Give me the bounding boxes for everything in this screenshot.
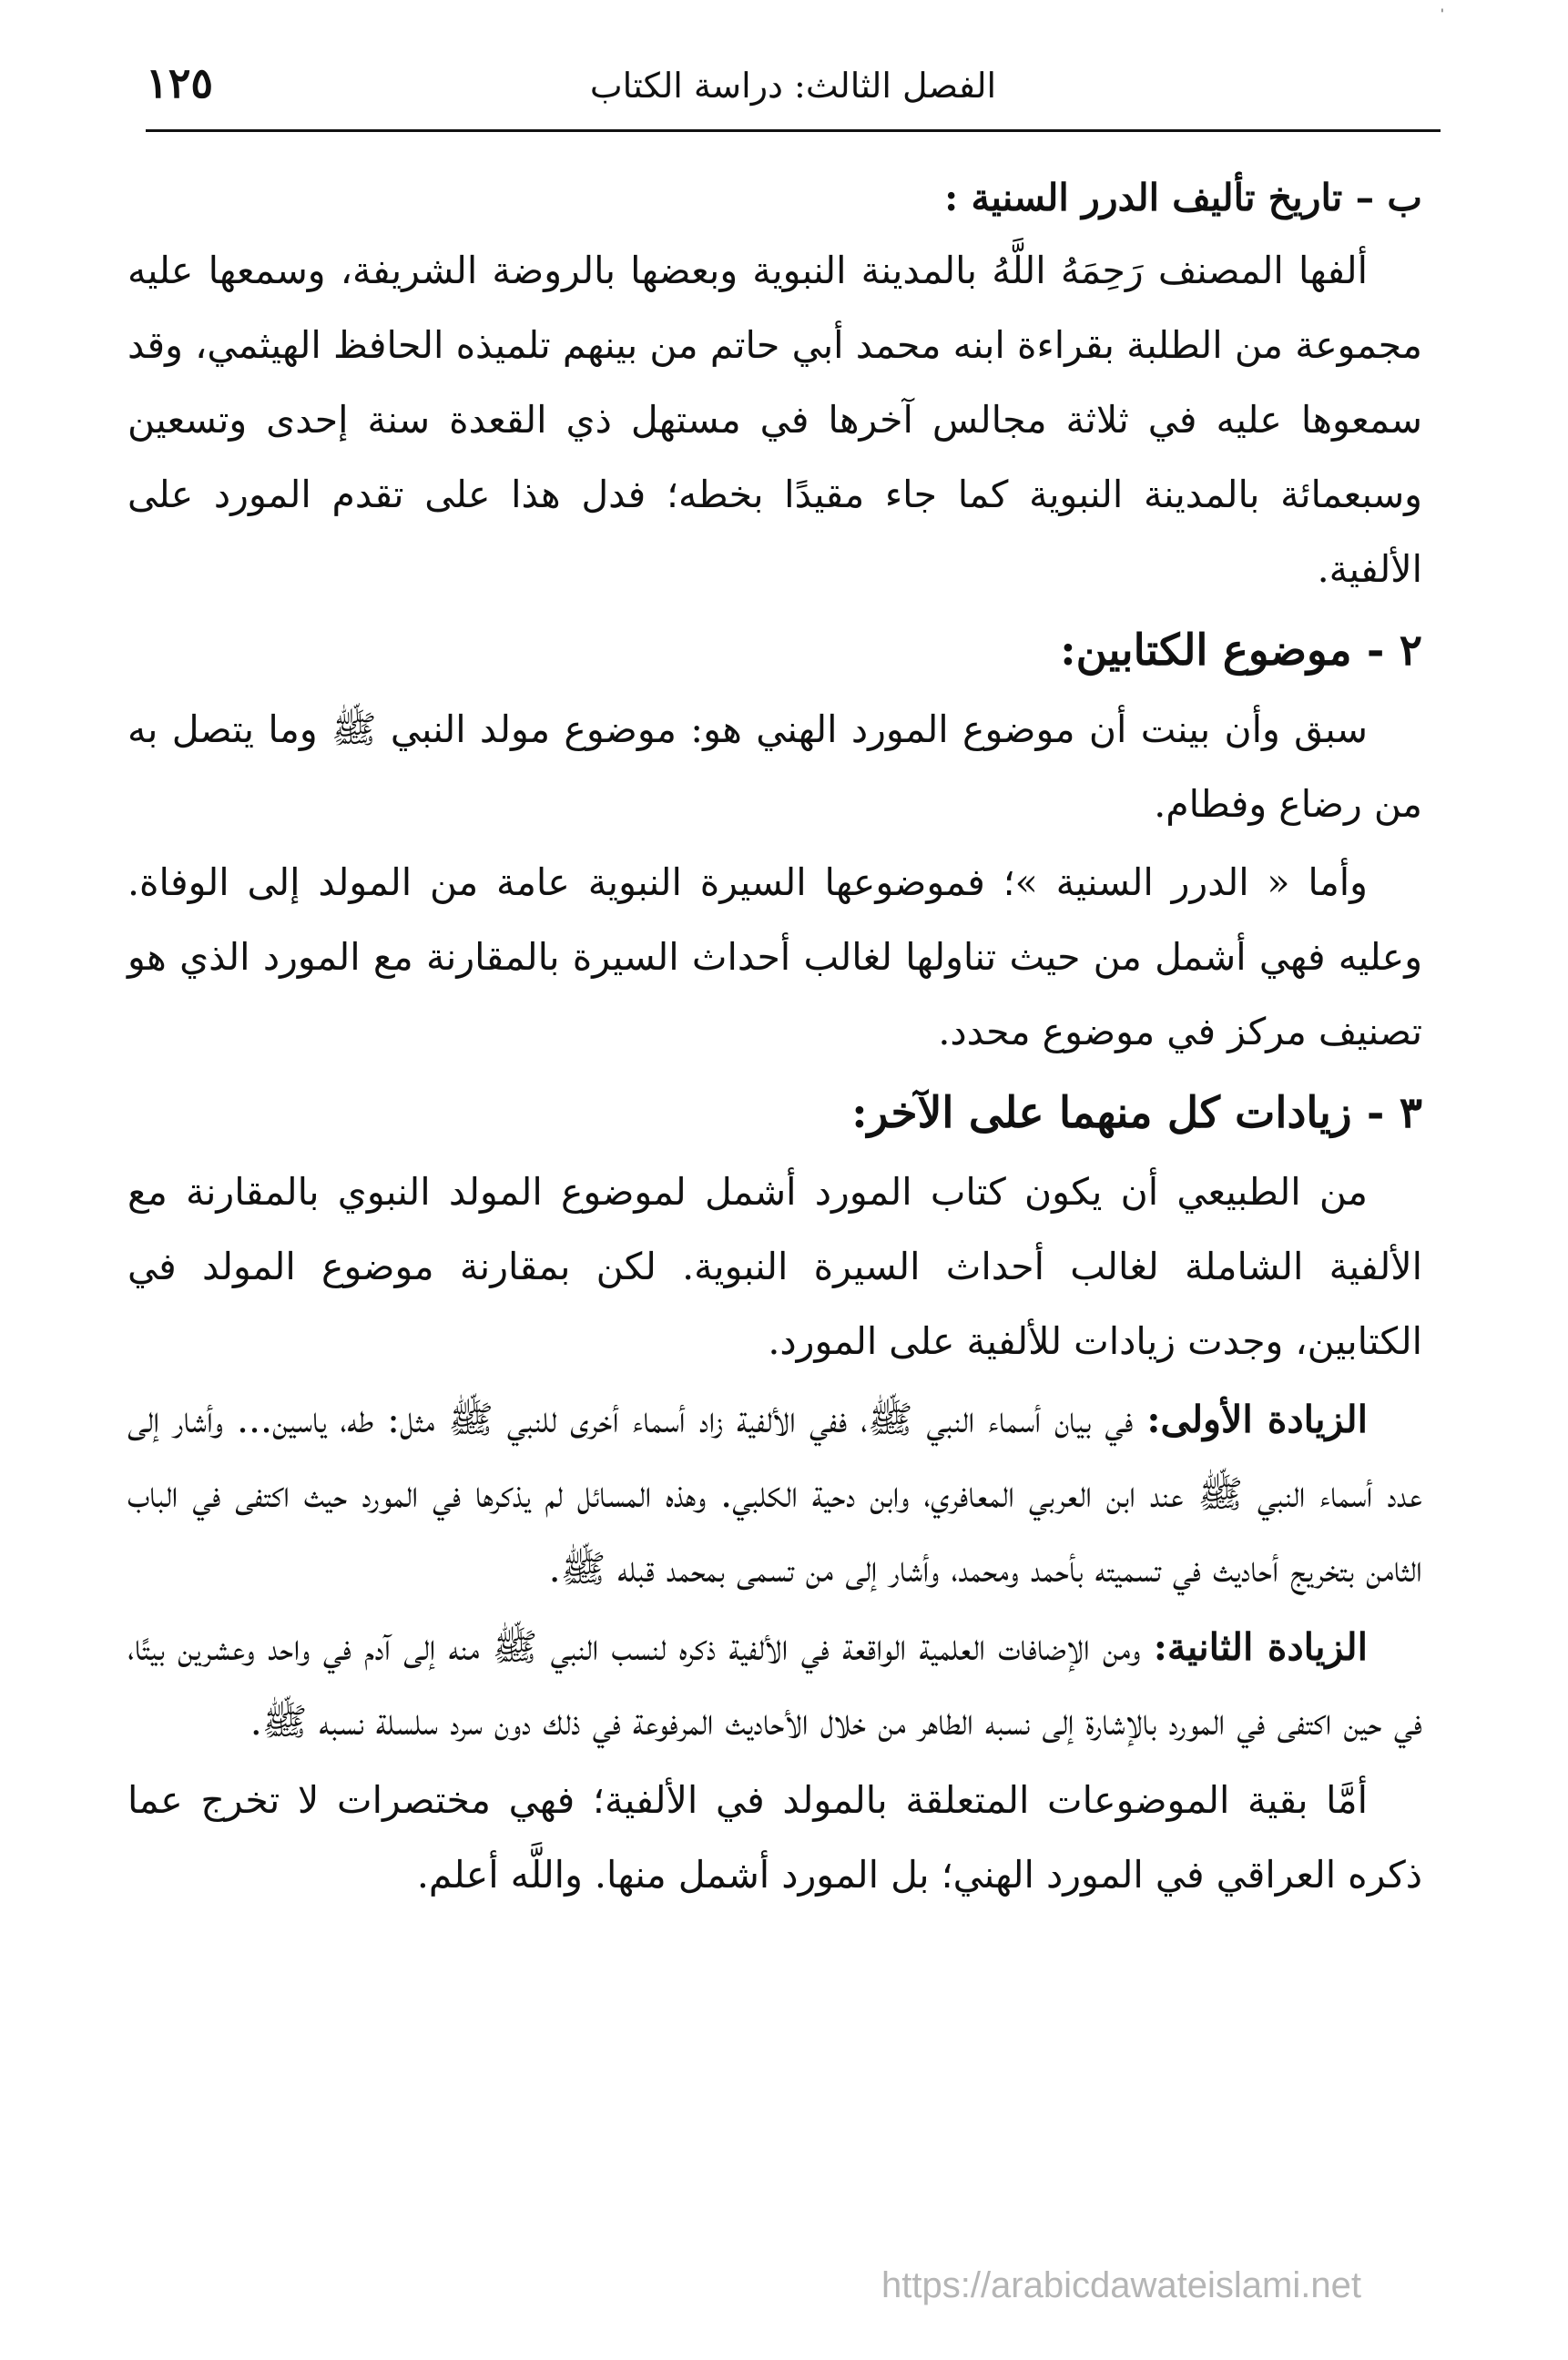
paragraph-second-addition bbox=[127, 1610, 1422, 1759]
first-addition-label: الزيادة الأولى: bbox=[1146, 1398, 1368, 1441]
watermark-url: https://arabicdawateislami.net bbox=[881, 2265, 1361, 2305]
running-head: الفصل الثالث: دراسة الكتاب bbox=[589, 66, 997, 106]
page-body bbox=[127, 162, 1422, 1916]
paragraph-topic-mawrid: سبق وأن بينت أن موضوع المورد الهني هو: موضوع مولد النبي ﷺ وما يتصل به من رضاع وفطام. bbox=[127, 707, 1422, 826]
second-addition-label: الزيادة الثانية: bbox=[1153, 1625, 1368, 1669]
page-header bbox=[146, 56, 1441, 132]
paragraph-first-addition bbox=[127, 1382, 1422, 1606]
second-addition-text: ومن الإضافات العلمية الواقعة في الألفية ذكره لنسب النبي ﷺ منه إلى آدم في واحد وعشرين بيتًا، في حين اكتفى في المورد بالإشارة إلى نسبه الطاهر من خلال الأحاديث المرفوعة في ذلك دون سرد سلسلة نسبه ﷺ. bbox=[127, 1625, 1422, 1744]
page-number: ١٢٥ bbox=[146, 58, 214, 107]
paragraph-closing: أمَّا بقية الموضوعات المتعلقة بالمولد في الألفية؛ فهي مختصرات لا تخرج عما ذكره العراقي في المورد الهني؛ بل المورد أشمل منها. واللَّه أعلم. bbox=[127, 1778, 1422, 1897]
paragraph-topic-durar: وأما « الدرر السنية »؛ فموضوعها السيرة النبوية عامة من المولد إلى الوفاة. وعليه فهي أشمل من حيث تناولها لغالب أحداث السيرة بالمقارنة مع المورد الذي هو تصنيف مركز في موضوع محدد. bbox=[127, 860, 1422, 1053]
first-addition-text: في بيان أسماء النبي ﷺ، ففي الألفية زاد أسماء أخرى للنبي ﷺ مثل: طه، ياسين... وأشار إلى عدد أسماء النبي ﷺ عند ابن العربي المعافري، وابن دحية الكلبي. وهذه المسائل لم يذكرها في المورد حيث اكتفى في الباب الثامن بتخريج أحاديث في تسميته بأحمد ومحمد، وأشار إلى من تسمى بمحمد قبله ﷺ. bbox=[127, 1398, 1422, 1591]
paragraph-authoring-date: ألفها المصنف رَحِمَهُ اللَّهُ بالمدينة النبوية وبعضها بالروضة الشريفة، وسمعها عليه مجموعة من الطلبة بقراءة ابنه محمد أبي حاتم من بينهم تلميذه الحافظ الهيثمي، وقد سمعوها عليه في ثلاثة مجالس آخرها في مستهل ذي القعدة سنة إحدى وتسعين وسبعمائة بالمدينة النبوية كما جاء مقيدًا بخطه؛ فدل هذا على تقدم المورد على الألفية. bbox=[127, 249, 1422, 591]
corner-mark: ' bbox=[1441, 7, 1444, 22]
subsection-title-b: ب – تاريخ تأليف الدرر السنية : bbox=[944, 176, 1422, 219]
section-title-2: ٢ - موضوع الكتابين: bbox=[1060, 626, 1422, 676]
section-title-3: ٣ - زيادات كل منهما على الآخر: bbox=[851, 1088, 1422, 1138]
paragraph-additions-intro: من الطبيعي أن يكون كتاب المورد أشمل لموضوع المولد النبوي بالمقارنة مع الألفية الشاملة لغالب أحداث السيرة النبوية. لكن بمقارنة موضوع المولد في الكتابين، وجدت زيادات للألفية على المورد. bbox=[127, 1170, 1422, 1363]
